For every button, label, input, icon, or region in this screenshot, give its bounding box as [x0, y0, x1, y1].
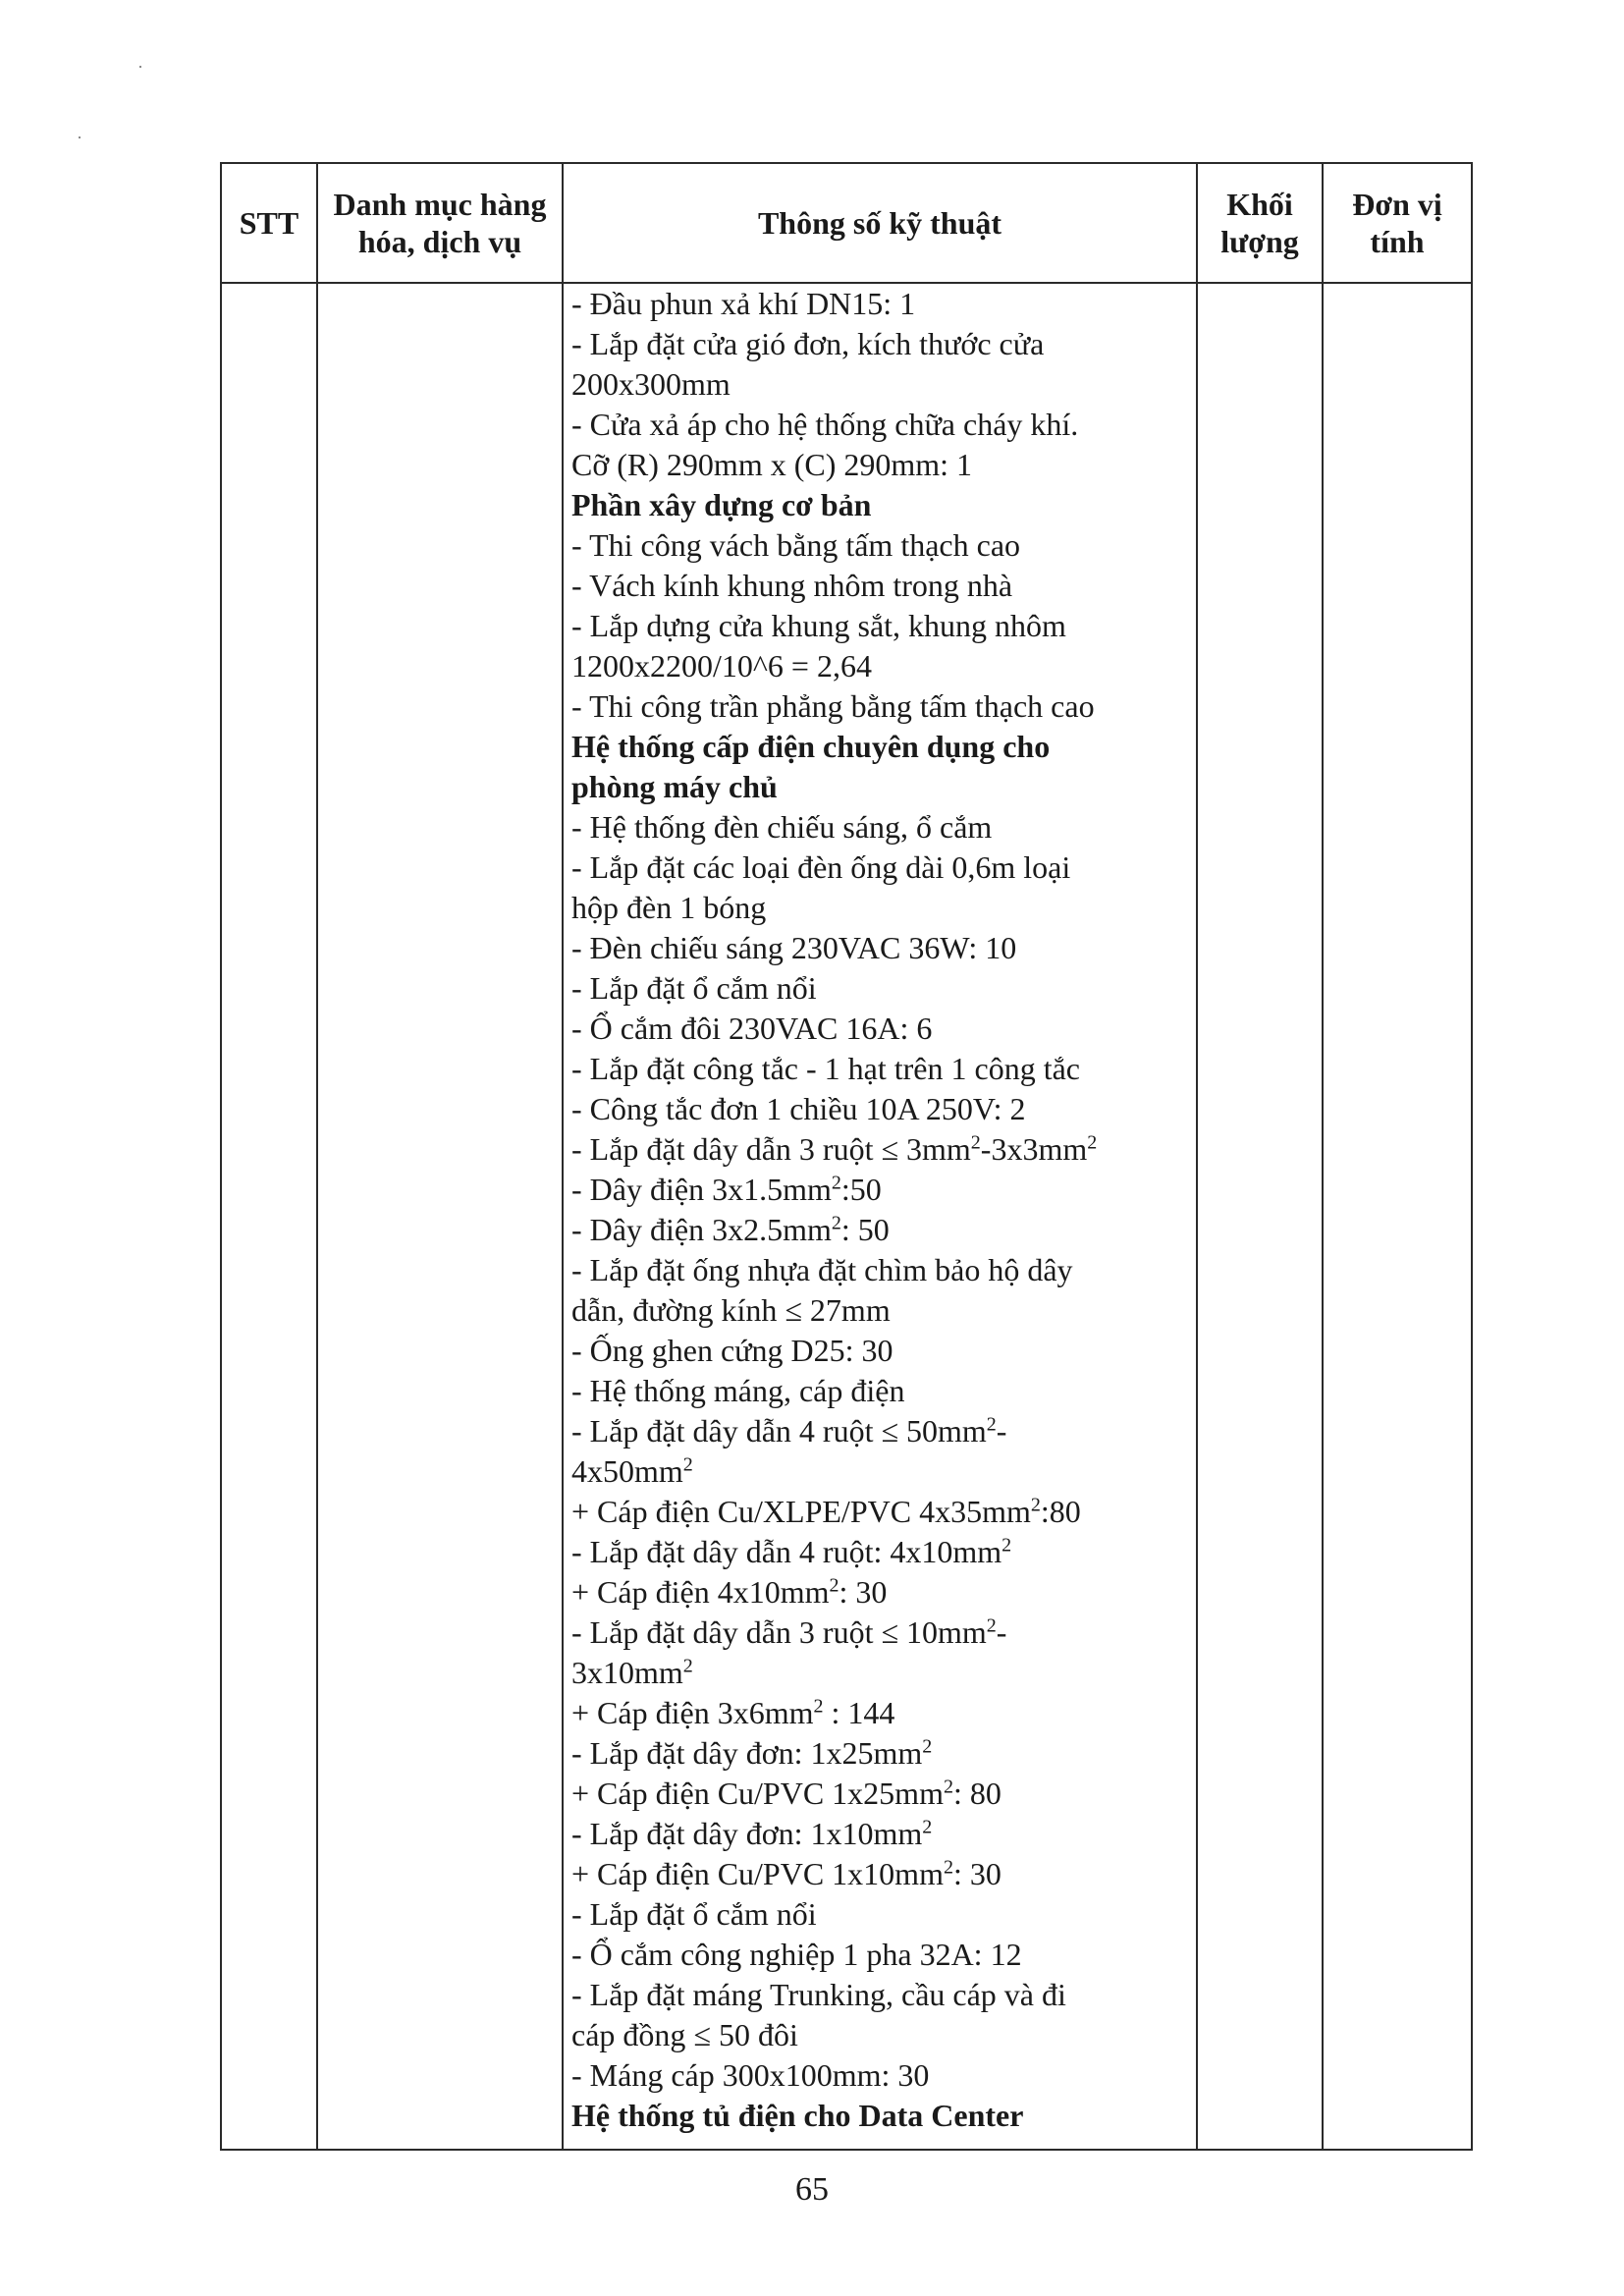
khoi-luong-cell: [1197, 283, 1323, 2150]
spec-line: - Dây điện $3x1.5mm^2:50$: [571, 1172, 882, 1207]
table-header-row: [221, 163, 1472, 283]
spec-line: - Lắp đặt ống nhựa đặt chìm bảo hộ dây: [571, 1252, 1073, 1287]
scan-speck: ·: [137, 57, 143, 77]
section-heading: Hệ thống cấp điện chuyên dụng cho: [571, 729, 1051, 764]
section-heading: Hệ thống tủ điện cho Data Center: [571, 2098, 1024, 2133]
header-don-vi: Đơn vị tính: [1323, 163, 1472, 283]
header-khoi-luong: Khối lượng: [1197, 163, 1323, 283]
spec-line: - Lắp đặt ổ cắm nổi: [571, 1896, 817, 1932]
don-vi-cell: [1323, 283, 1472, 2150]
spec-line: - Thi công vách bằng tấm thạch cao: [571, 527, 1021, 563]
section-heading: Phần xây dựng cơ bản: [571, 487, 872, 522]
spec-line: - Dây điện $3x2.5mm^2$: 50: [571, 1212, 890, 1247]
spec-line: + Cáp điện $3x6mm^2$ : 144: [571, 1695, 895, 1730]
spec-line: - Ổ cắm đôi 230VAC 16A: 6: [571, 1011, 933, 1046]
table-row: [221, 283, 1472, 2150]
spec-cell: [563, 283, 1197, 2150]
spec-line: - Ổ cắm công nghiệp 1 pha 32A: 12: [571, 1937, 1022, 1972]
spec-line: 200x300mm: [571, 366, 731, 402]
danh-muc-cell: [317, 283, 563, 2150]
spec-line: - Đầu phun xả khí DN15: 1: [571, 286, 916, 321]
spec-line: cáp đồng ≤ 50 đôi: [571, 2017, 798, 2052]
spec-line: - Lắp đặt các loại đèn ống dài 0,6m loại: [571, 849, 1071, 885]
spec-line: Cỡ (R) 290mm x (C) 290mm: 1: [571, 447, 973, 482]
spec-line: - Ống ghen cứng D25: 30: [571, 1333, 893, 1368]
spec-line: - Lắp đặt dây dẫn 3 ruột ≤ $10mm^2-$: [571, 1614, 1007, 1650]
spec-line: - Lắp đặt máng Trunking, cầu cáp và đi: [571, 1977, 1066, 2012]
spec-line: - Lắp đặt công tắc - 1 hạt trên 1 công tắc: [571, 1051, 1080, 1086]
specification-table: [220, 162, 1473, 2151]
spec-line: - Lắp đặt dây dẫn 4 ruột ≤ $50mm^2-$: [571, 1413, 1007, 1449]
spec-line: - Đèn chiếu sáng 230VAC 36W: 10: [571, 930, 1017, 965]
spec-lines: [564, 284, 1196, 2136]
spec-line: + Cáp điện Cu/PVC $1x10mm^2$: 30: [571, 1856, 1001, 1891]
header-stt: STT: [221, 163, 317, 283]
scan-speck: ·: [77, 128, 82, 147]
spec-line: - Lắp đặt cửa gió đơn, kích thước cửa: [571, 326, 1045, 361]
spec-line: hộp đèn 1 bóng: [571, 890, 767, 925]
section-heading: phòng máy chủ: [571, 769, 778, 804]
spec-line: - Lắp đặt dây đơn: $1x25mm^2$: [571, 1735, 933, 1771]
spec-line: - Lắp đặt dây dẫn 3 ruột ≤ $3mm^2-3x3mm^2$: [571, 1131, 1098, 1167]
spec-line: 1200x2200/10^6 = 2,64: [571, 648, 872, 683]
spec-line: - Vách kính khung nhôm trong nhà: [571, 568, 1013, 603]
spec-line: - Máng cáp 300x100mm: 30: [571, 2057, 930, 2093]
spec-line: - Lắp dựng cửa khung sắt, khung nhôm: [571, 608, 1066, 643]
header-thong-so: Thông số kỹ thuật: [563, 163, 1197, 283]
page-number: 65: [795, 2171, 829, 2208]
header-danh-muc: Danh mục hàng hóa, dịch vụ: [317, 163, 563, 283]
spec-line: - Lắp đặt ổ cắm nổi: [571, 970, 817, 1006]
spec-line: + Cáp điện Cu/PVC $1x25mm^2$: 80: [571, 1776, 1001, 1811]
spec-line: - Hệ thống đèn chiếu sáng, ổ cắm: [571, 809, 993, 845]
spec-line: - Hệ thống máng, cáp điện: [571, 1373, 905, 1408]
spec-line: + Cáp điện Cu/XLPE/PVC $4x35mm^2:80$: [571, 1494, 1081, 1529]
spec-line: - Lắp đặt dây đơn: $1x10mm^2$: [571, 1816, 933, 1851]
spec-line: $3x10mm^2$: [571, 1655, 693, 1690]
spec-line: - Công tắc đơn 1 chiều 10A 250V: 2: [571, 1091, 1026, 1126]
spec-line: - Thi công trần phẳng bằng tấm thạch cao: [571, 688, 1095, 724]
spec-line: $4x50mm^2$: [571, 1453, 693, 1489]
spec-line: dẫn, đường kính ≤ 27mm: [571, 1292, 891, 1328]
spec-line: - Lắp đặt dây dẫn 4 ruột: $4x10mm^2$: [571, 1534, 1012, 1569]
stt-cell: [221, 283, 317, 2150]
spec-line: + Cáp điện $4x10mm^2$: 30: [571, 1574, 888, 1610]
spec-line: - Cửa xả áp cho hệ thống chữa cháy khí.: [571, 407, 1079, 442]
